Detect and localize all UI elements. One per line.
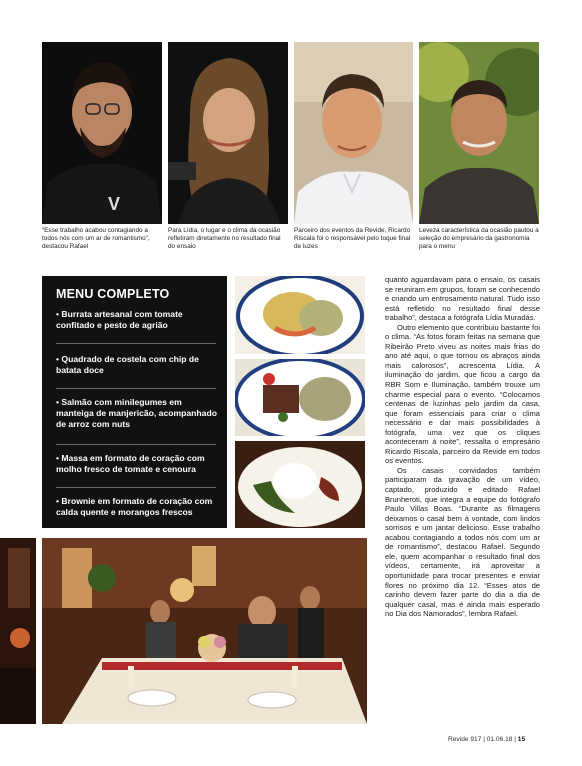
menu-divider [56,487,216,488]
portrait-chef-photo [419,42,539,224]
menu-item: • Salmão com minilegumes em manteiga de manjericão, acompanhado de arroz com nuts [56,397,217,429]
article-body [385,275,540,619]
caption-lidia: Para Lídia, o lugar e o clima da ocasião refletiram diretamente no resultado final do ensaio [168,227,281,251]
portrait-rafael-photo [42,42,162,224]
portrait-lidia-photo [168,42,288,224]
menu-item: • Quadrado de costela com chip de batata doce [56,354,199,375]
page-footer [448,736,525,743]
dinner-edge-photo [0,538,36,724]
caption-chef: Leveza característica da ocasião pautou a seleção do empresário da gastronomia para o menu [419,227,539,251]
menu-item: • Brownie em formato de coração com calda quente e morangos frescos [56,496,213,517]
page-number: 15 [517,736,526,743]
article-paragraph: quanto aguardavam para o ensaio, os casais se reuniram em grupos, foram se conhecendo e criando um entrosamento natural. Tudo isso está refletido no resultado final desse trabalho”, destaca a fotógrafa Lídia Muradás. [385,275,540,323]
portrait-ricardo-photo [294,42,413,224]
menu-title: MENU COMPLETO [56,287,170,301]
caption-rafael: “Esse trabalho acabou contagiando a todos nós com um ar de romantismo”, destacou Rafael [42,227,150,251]
caption-ricardo: Parceiro dos eventos da Revide, Ricardo Riscala foi o responsável pelo toque final de luzes [294,227,411,251]
dinner-table-photo [42,538,367,724]
menu-item: • Massa em formato de coração com molho fresco de tomate e cenoura [56,453,205,474]
article-paragraph: Os casais convidados também participaram da gravação de um vídeo, captado, produzido e editado Rafael Brunheroti, que integra a equipe do fotógrafo Paulo Villas Boas. “Durante as filmagens deixamos o casal bem à vontade, com lindos sorrisos e um jantar delicioso. Esse trabalho acabou contagiando a todos nós com um ar de romantismo”, destacou Rafael. Segundo ele, quem acompanhar o resultado final dos vídeos, certamente, irá aproveitar a oportunidade para trocar presentes e enviar flores no próximo dia 12. “Esses atos de carinho devem fazer parte do dia a dia de qualquer casal, mas é ainda mais esperado no Dia dos Namorados”, lembra Rafael. [385,465,540,619]
food-plate-burrata-photo [235,441,365,528]
menu-divider [56,444,216,445]
svg-text:V: V [108,194,121,214]
menu-box [42,276,227,528]
article-paragraph: Outro elemento que contribuiu bastante foi o clima. “As fotos foram feitas na semana que Ribeirão Preto viveu as noites mais frias do ano até aqui, o que tornou os abraços ainda mais calorosos”, acrescenta Lídia. A iluminação do jardim, que ficou a cargo da RBR Som e Iluminação, também trouxe um charme especial para o evento. “Colocamos centenas de luzinhas pelo jardim da casa, que foram essenciais para criar o clima necessário e dar mais possibilidades à fotógrafa, uma vez que os cliques aconteceram à noite”, ressalta o empresário Ricardo Riscala, parceiro da Revide em todos os eventos. [385,322,540,466]
footer-issue: Revide 917 | 01.06.18 | [448,736,516,743]
menu-divider [56,388,216,389]
food-plate-rib-photo [235,359,365,436]
menu-item: • Burrata artesanal com tomate confitado e pesto de agrião [56,309,183,330]
menu-divider [56,343,216,344]
food-plate-salmon-photo [235,276,365,354]
